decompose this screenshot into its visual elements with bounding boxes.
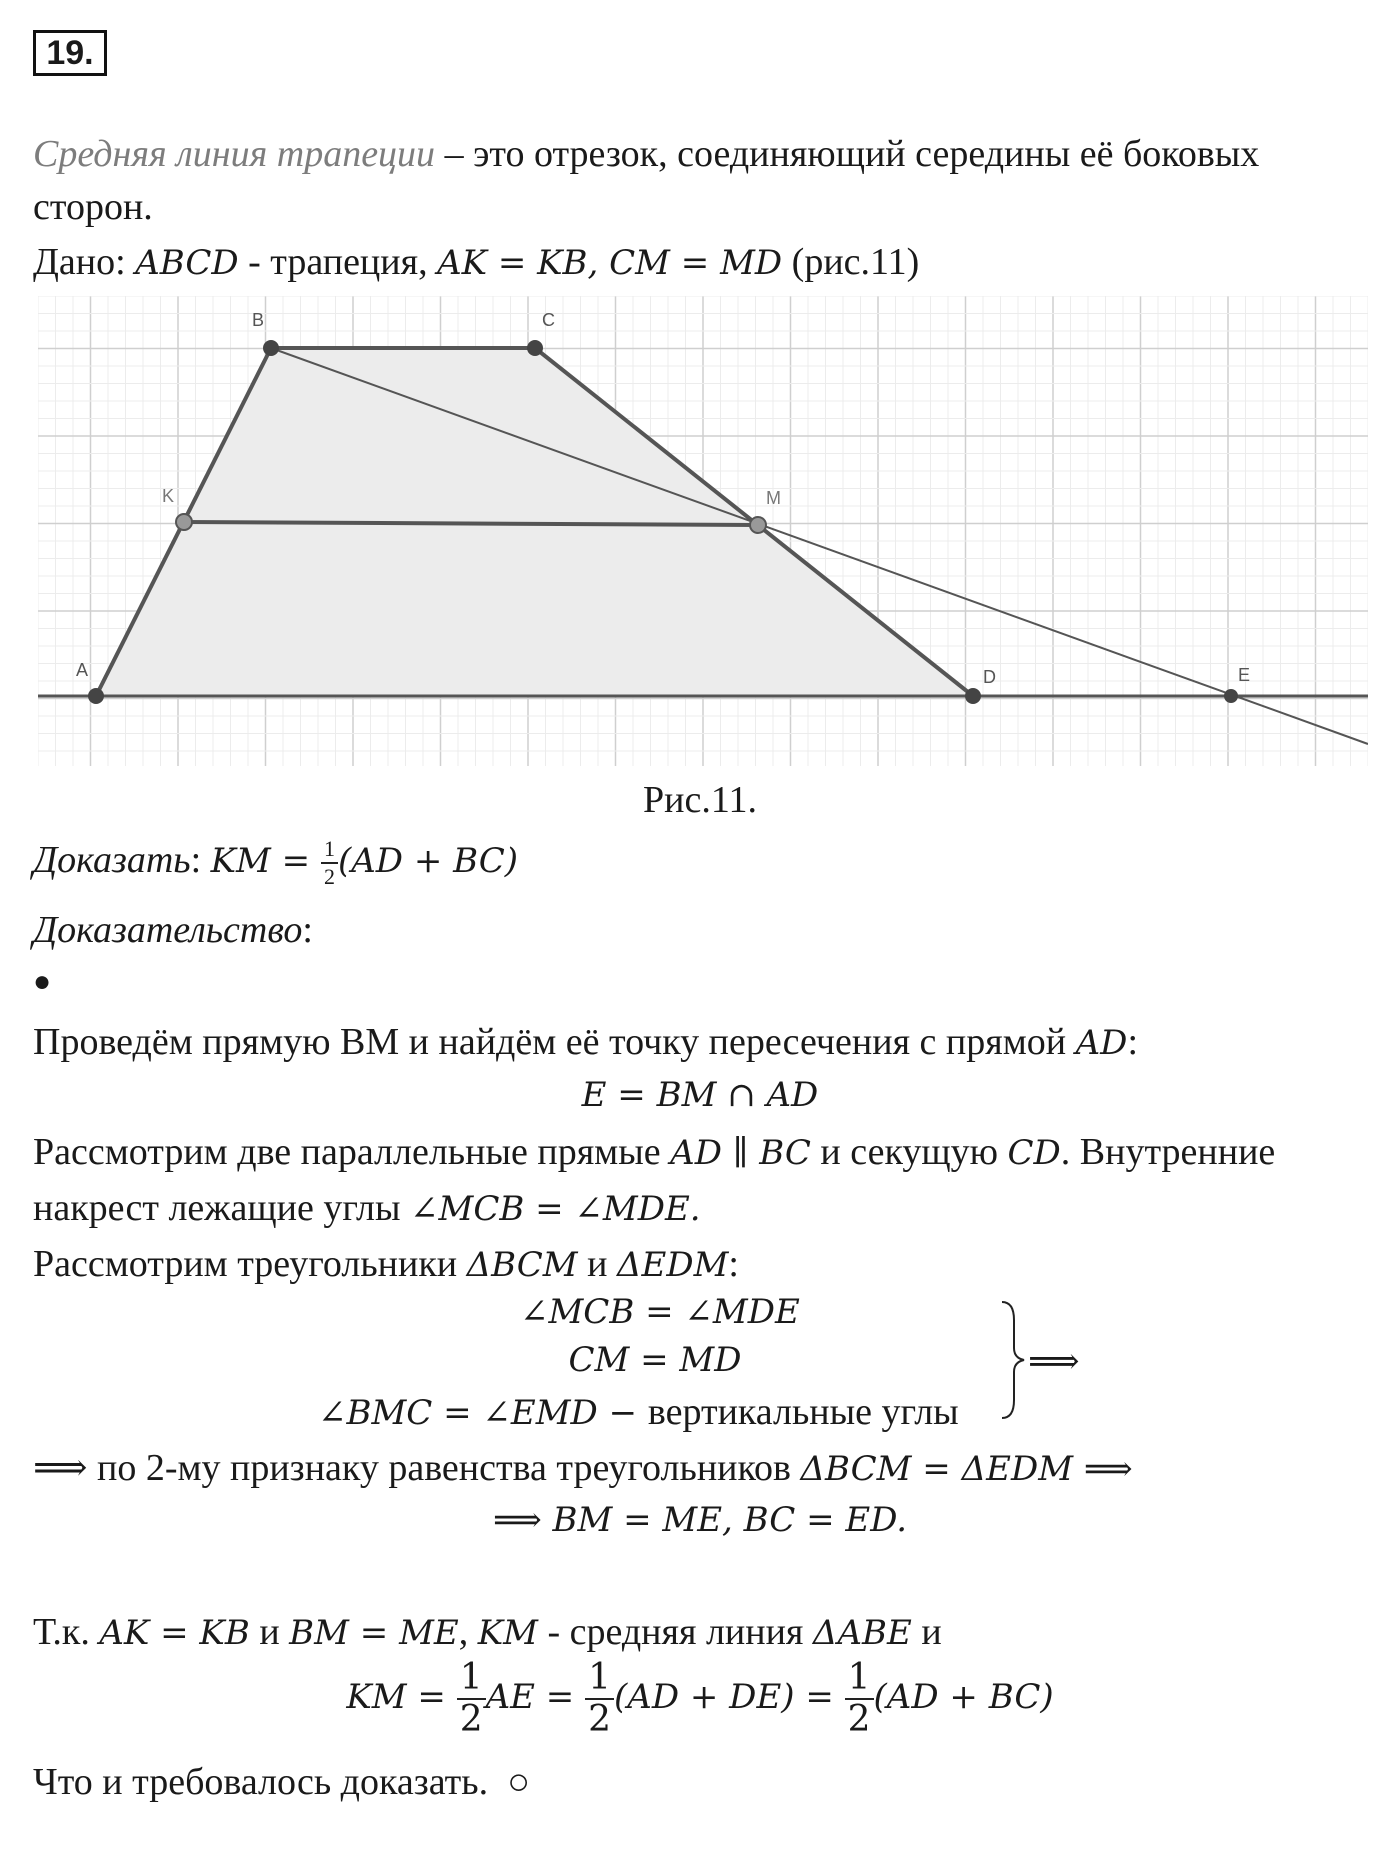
label-C: C	[542, 310, 555, 330]
step3-text-3: :	[728, 1243, 739, 1285]
step5-text-1: Т.к.	[33, 1611, 100, 1653]
definition-text: – это отрезок, соединяющий середины её боковых	[435, 133, 1260, 175]
label-B: B	[252, 310, 265, 330]
given-line	[33, 240, 919, 284]
step4-line2: ⟹ BM = ME, BC = ED.	[492, 1500, 908, 1540]
step5-line	[33, 1610, 942, 1654]
definition-line2: сторон.	[33, 186, 153, 228]
definition-term: Средняя линия трапеции	[33, 133, 436, 175]
step5-math-4: ΔABE	[812, 1613, 912, 1653]
given-math-1: ABCD	[135, 243, 239, 283]
problem-number: 19.	[33, 30, 107, 76]
prove-label: Доказать	[33, 839, 191, 881]
step5-math-1: AK = KB	[99, 1613, 250, 1653]
step4-line1	[33, 1445, 1133, 1490]
step3-text-1: Рассмотрим треугольники	[33, 1243, 467, 1285]
final-frac-2	[585, 1657, 614, 1740]
conclusion-text: Что и требовалось доказать.	[33, 1761, 489, 1803]
label-D: D	[983, 667, 996, 687]
step1-text: Проведём прямую BM и найдём её точку пересечения с прямой	[33, 1021, 1076, 1063]
step5-math-2: BM = ME	[289, 1613, 459, 1653]
prove-math-right: (AD + BC)	[337, 841, 519, 881]
system-brace	[998, 1300, 1026, 1420]
step3-text-2: и	[577, 1243, 617, 1285]
final-frac-1-num: 1	[457, 1660, 486, 1700]
step2-text-2: и секущую	[810, 1131, 1008, 1173]
step4-text-1: ⟹ по 2-му признаку равенства треугольников	[33, 1447, 801, 1489]
final-frac-2-den: 2	[588, 1699, 611, 1740]
system-line1: ∠MCB = ∠MDE	[520, 1292, 800, 1332]
label-A: A	[76, 660, 89, 680]
prove-math-left: KM =	[210, 841, 321, 881]
label-E: E	[1238, 665, 1251, 685]
step1-end: :	[1127, 1021, 1139, 1063]
system-line3-math: ∠BMC = ∠EMD −	[318, 1393, 648, 1433]
prove-frac-den: 2	[323, 864, 335, 890]
system-line3	[318, 1390, 959, 1434]
step5-math-3: KM	[477, 1613, 538, 1653]
trapezoid-figure	[38, 296, 1368, 766]
step2-math-3: ∠MCB = ∠MDE.	[410, 1189, 701, 1229]
label-M: M	[766, 488, 781, 508]
step5-text-2: и	[249, 1611, 290, 1653]
step3-math-1: ΔBCM	[466, 1245, 578, 1285]
prove-fraction	[321, 838, 338, 888]
given-label: Дано:	[33, 241, 136, 283]
step3-math-2: ΔEDM	[616, 1245, 729, 1285]
given-text-2: (рис.11)	[782, 241, 920, 283]
step5-text-5: и	[911, 1611, 942, 1653]
step3-line	[33, 1242, 739, 1286]
step2-line1	[33, 1130, 1275, 1174]
proof-colon: :	[302, 909, 313, 951]
step4-math-1: ΔBCM = ΔEDM ⟹	[800, 1449, 1133, 1489]
final-frac-2-num: 1	[585, 1660, 614, 1700]
step5-text-4: - средняя линия	[537, 1611, 813, 1653]
definition-line1	[33, 132, 1259, 176]
given-math-2: AK = KB, CM = MD	[437, 243, 783, 283]
step1-line	[33, 1020, 1138, 1064]
final-part-3: (AD + BC)	[873, 1677, 1054, 1717]
final-part-2: (AD + DE) =	[614, 1677, 845, 1717]
final-frac-3	[845, 1657, 874, 1740]
formula-E: E = BM ∩ AD	[581, 1075, 819, 1115]
final-lhs: KM =	[346, 1677, 457, 1717]
prove-colon: :	[190, 839, 211, 881]
final-frac-3-den: 2	[847, 1699, 871, 1740]
system-implies: ⟹	[1028, 1341, 1080, 1381]
point-M	[750, 488, 781, 533]
proof-label: Доказательство	[33, 909, 303, 951]
proof-label-line	[33, 908, 313, 952]
step2-text-3: . Внутренние	[1060, 1131, 1276, 1173]
step2-text-1: Рассмотрим две параллельные прямые	[33, 1131, 671, 1173]
bullet: ●	[33, 965, 52, 998]
system-line2: CM = MD	[568, 1340, 742, 1380]
final-part-1: AE =	[485, 1677, 586, 1717]
label-K: K	[162, 486, 175, 506]
system-line3-text: вертикальные углы	[647, 1391, 959, 1433]
conclusion-line	[33, 1760, 530, 1804]
step2-math-2: CD	[1007, 1133, 1061, 1173]
step2-text-4: накрест лежащие углы	[33, 1187, 411, 1229]
step2-line2	[33, 1186, 701, 1230]
given-text-1: - трапеция,	[238, 241, 438, 283]
prove-frac-num: 1	[321, 838, 338, 864]
step2-math-1: AD ∥ BC	[670, 1133, 811, 1173]
conclusion-mark: ○	[507, 1761, 531, 1803]
final-formula	[0, 1657, 1400, 1740]
final-frac-3-num: 1	[845, 1660, 874, 1700]
step5-text-3: ,	[458, 1611, 478, 1653]
figure-caption: Рис.11.	[643, 779, 757, 821]
final-frac-1	[457, 1657, 486, 1740]
final-frac-1-den: 2	[459, 1699, 483, 1740]
step1-math: AD	[1075, 1023, 1128, 1063]
prove-line	[33, 838, 518, 888]
